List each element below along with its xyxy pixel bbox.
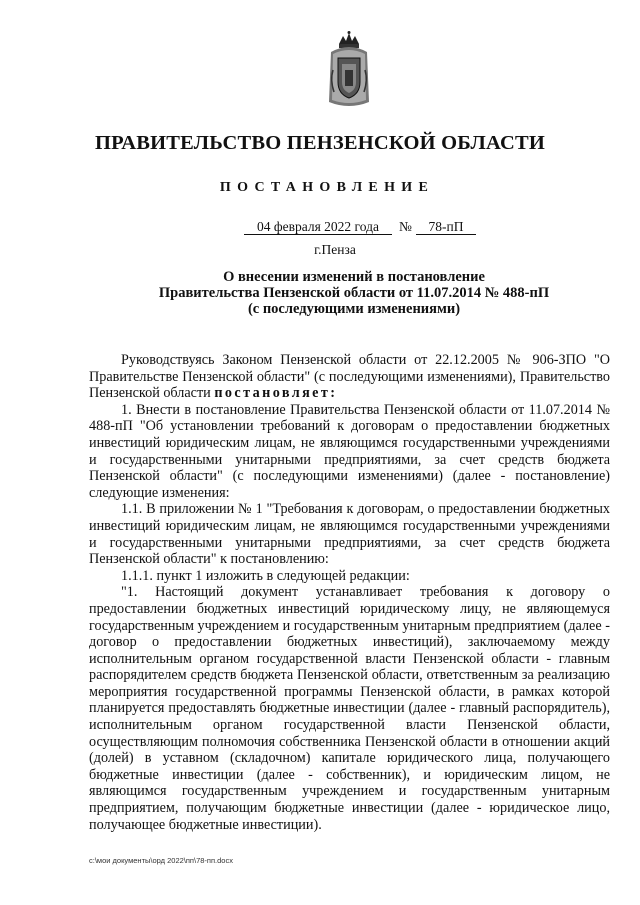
decides-word: постановляет: [214, 385, 338, 402]
preamble-text: Руководствуясь Законом Пензенской области от 22.12.2005 № 906-ЗПО "О Правительстве Пензенской области" (с последующими изменениями), Правительство Пензенской области [89, 352, 610, 402]
number-sign: № [399, 219, 412, 234]
document-body [89, 352, 610, 833]
preamble-paragraph [89, 352, 610, 402]
document-date: 04 февраля 2022 года [244, 219, 392, 235]
quoted-paragraph: "1. Настоящий документ устанавливает требования к договору о предоставлении бюджетных инвестиций юридическому лицу, не являющемуся государственным учреждением и государственным унитарным предприятием (далее - договор о предоставлении бюджетных инвестиций), заключаемому между исполнительным органом государственной власти Пензенской области - главным распорядителем средств бюджета Пензенской области, ответственным за реализацию мероприятия государственной программы Пензенской области, в рамках которой планируется предоставлять бюджетные инвестиции (далее - главный распорядитель), исполнительным органом государственной власти Пензенской области, осуществляющим полномочия собственника Пензенской области в отношении акций (долей) в уставном (складочном) капитале юридического лица, получающего бюджетные инвестиции (далее - собственник), и юридическим лицом, не являющимся государственным учреждением и государственным унитарным предприятием, получающим бюджетные инвестиции (далее - юридическое лицо, получающее бюджетные инвестиции). [89, 584, 610, 833]
title-line-1: О внесении изменений в постановление [223, 269, 485, 285]
city: г.Пенза [314, 242, 356, 257]
title-line-2: Правительства Пензенской области от 11.07.2014 № 488-пП [158, 285, 550, 301]
organization-name: ПРАВИТЕЛЬСТВО ПЕНЗЕНСКОЙ ОБЛАСТИ [95, 132, 545, 154]
paragraph-1: 1. Внести в постановление Правительства Пензенской области от 11.07.2014 № 488-пП "Об установлении требований к договорам о предоставлении бюджетных инвестиций юридическим лицам, не являющимся государственными учреждениями и государственными унитарными предприятиями, за счет средств бюджета Пензенской области" (с последующими изменениями) (далее - постановление) следующие изменения: [89, 401, 610, 501]
title-line-3: (с последующими изменениями) [247, 301, 461, 317]
document-type: ПОСТАНОВЛЕНИЕ [219, 180, 435, 195]
coat-of-arms-emblem [327, 30, 371, 110]
document-title [0, 269, 640, 317]
document-number: 78-пП [416, 219, 476, 235]
paragraph-1-1: 1.1. В приложении № 1 "Требования к договорам, о предоставлении бюджетных инвестиций юридическим лицам, не являющимся государственными учреждениями и государственными унитарными предприятиями, за счет средств бюджета Пензенской области" к постановлению: [89, 501, 610, 568]
file-path-footer: c:\мои документы\орд 2022\пп\78-пп.docx [89, 856, 233, 865]
paragraph-1-1-1: 1.1.1. пункт 1 изложить в следующей редакции: [121, 567, 410, 584]
